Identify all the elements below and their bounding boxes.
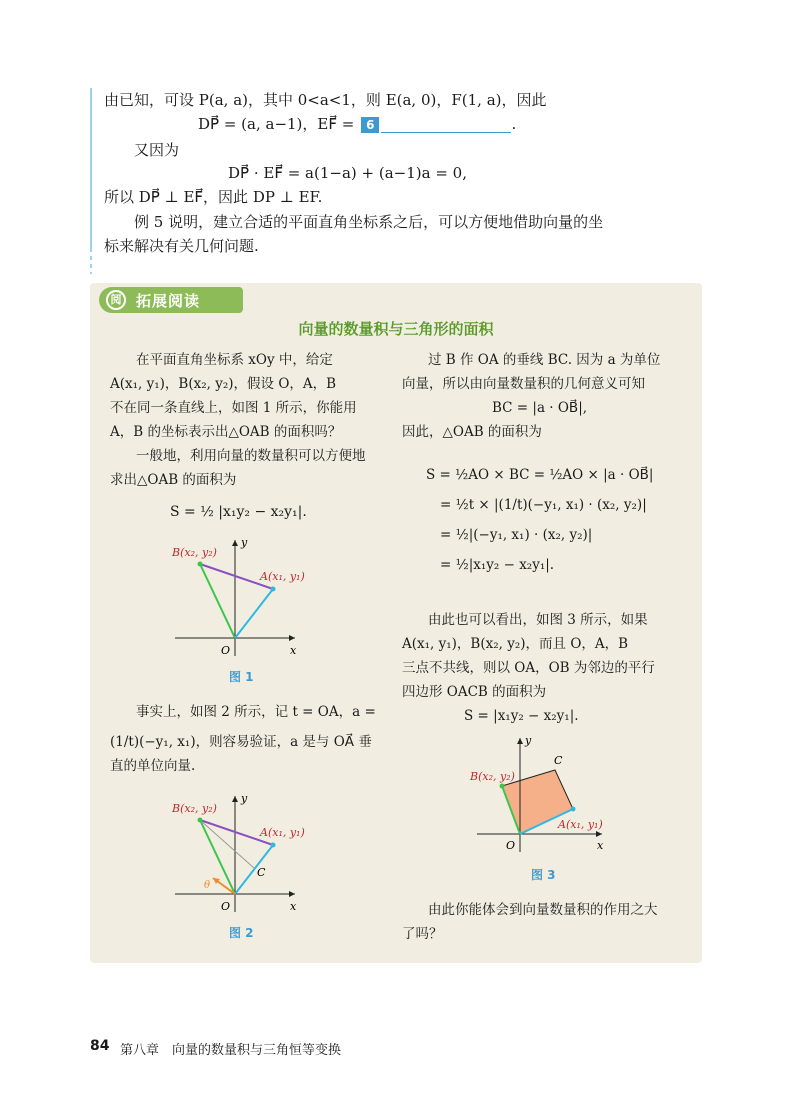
margin-bar	[90, 88, 92, 248]
right-p3-l4: 四边形 OACB 的面积为	[402, 684, 547, 700]
right-eq4: = ½|x₁y₂ − x₂y₁|.	[440, 557, 555, 573]
fig1-x-arrow	[289, 635, 295, 641]
fig2-label-o: O	[221, 900, 231, 913]
tab-label: 拓展阅读	[136, 292, 201, 310]
right-p3-l3: 三点不共线，则以 OA，OB 为邻边的平行	[402, 660, 655, 676]
fig2-x-arrow	[289, 891, 295, 897]
fig3-label-b: B(x₂, y₂)	[470, 770, 515, 783]
right-p1-l2: 向量，所以由向量数量积的几何意义可知	[402, 376, 645, 392]
fig1-label-a: A(x₁, y₁)	[260, 570, 305, 583]
fig2-label-a: A(x₁, y₁)	[260, 826, 305, 839]
box-title: 向量的数量积与三角形的面积	[298, 320, 494, 338]
left-p1-l4: A，B 的坐标表示出△OAB 的面积吗？	[110, 424, 342, 440]
fig2-label-b: B(x₂, y₂)	[172, 802, 217, 815]
fig1-label-y: y	[241, 536, 248, 549]
box-scalloped-edge	[90, 952, 702, 966]
fig1-oa-segment	[235, 589, 273, 638]
right-p3-l2: A(x₁, y₁)，B(x₂, y₂)，而且 O，A，B	[402, 636, 629, 652]
fig2-label-x: x	[290, 900, 297, 913]
left-p1-l3: 不在同一条直线上，如图 1 所示，你能用	[110, 400, 357, 416]
top-line-2: DP⃗ = (a, a−1)，EF⃗ = 6 .	[198, 115, 517, 133]
figure-1-caption: 图 1	[229, 670, 254, 684]
right-bc: BC = |a · OB⃗|,	[492, 400, 588, 416]
fig2-point-b	[198, 818, 203, 823]
fig1-label-x: x	[290, 644, 297, 657]
right-equations	[402, 460, 692, 580]
chapter-title: 第八章 向量的数量积与三角恒等变换	[120, 1043, 342, 1058]
blank-number-badge: 6	[361, 117, 379, 133]
right-p1-l1: 过 B 作 OA 的垂线 BC. 因为 a 为单位	[428, 352, 661, 368]
margin-bar-dashed	[90, 248, 92, 274]
fig3-label-c: C	[554, 754, 563, 767]
figure-1	[160, 532, 310, 662]
formula-2: S = |x₁y₂ − x₂y₁|.	[464, 708, 579, 724]
fig3-point-a	[571, 807, 576, 812]
figure-3	[462, 734, 622, 864]
answer-blank	[381, 118, 511, 133]
left-column-2	[110, 700, 390, 778]
left-p2-l2: 求出△OAB 的面积为	[110, 472, 237, 488]
fig1-label-o: O	[221, 644, 231, 657]
figure-3-caption: 图 3	[531, 868, 556, 882]
left-p1-l1: 在平面直角坐标系 xOy 中，给定	[136, 352, 333, 368]
right-column-3	[402, 898, 692, 946]
top-line-4: DP⃗ · EF⃗ = a(1−a) + (a−1)a = 0,	[228, 164, 467, 182]
fig3-label-y: y	[525, 734, 532, 747]
left-column	[110, 348, 390, 492]
fig1-label-b: B(x₂, y₂)	[172, 546, 217, 559]
fig2-y-arrow	[232, 796, 238, 802]
right-column-2	[402, 608, 692, 728]
fig1-y-arrow	[232, 540, 238, 546]
fig2-label-y: y	[241, 792, 248, 805]
right-p3-l1: 由此也可以看出，如图 3 所示，如果	[428, 612, 648, 628]
fig3-x-arrow	[596, 831, 602, 837]
top-line-5: 所以 DP⃗ ⊥ EF⃗，因此 DP ⊥ EF.	[104, 188, 323, 206]
figure-2	[160, 788, 310, 918]
right-column	[402, 348, 692, 444]
top-line-7: 标来解决有关几何问题.	[104, 237, 259, 255]
top-line-6: 例 5 说明，建立合适的平面直角坐标系之后，可以方便地借助向量的坐	[134, 213, 604, 231]
fig3-point-b	[500, 784, 505, 789]
fig2-oa-segment	[235, 845, 273, 894]
right-eq2: = ½t × |(1/t)(−y₁, x₁) · (x₂, y₂)|	[440, 497, 647, 513]
fig2-label-theta: θ	[204, 880, 211, 891]
fig2-point-a	[271, 843, 276, 848]
fig3-label-a: A(x₁, y₁)	[558, 818, 603, 831]
fig2-label-c: C	[257, 866, 266, 879]
right-eq3: = ½|(−y₁, x₁) · (x₂, y₂)|	[440, 527, 593, 543]
left-p2-l1: 一般地，利用向量的数量积可以方便地	[136, 448, 366, 464]
right-eq1: S = ½AO × BC = ½AO × |a · OB⃗|	[426, 467, 654, 483]
left-p3-l1: 事实上，如图 2 所示，记 t = OA，a =	[136, 704, 376, 720]
left-p1-l2: A(x₁, y₁)，B(x₂, y₂)，假设 O，A，B	[110, 376, 337, 392]
book-icon: 阅	[106, 290, 126, 310]
top-line-3: 又因为	[134, 141, 180, 159]
fig3-label-o: O	[506, 839, 516, 852]
left-p3-l3: 直的单位向量.	[110, 758, 196, 774]
right-p2: 因此，△OAB 的面积为	[402, 424, 542, 440]
fig1-point-b	[198, 562, 203, 567]
right-p4-l1: 由此你能体会到向量数量积的作用之大	[428, 902, 658, 918]
fig3-label-x: x	[597, 839, 604, 852]
top-line-1: 由已知，可设 P(a, a)，其中 0<a<1，则 E(a, 0)，F(1, a)，因此	[104, 91, 547, 109]
figure-2-caption: 图 2	[229, 926, 254, 940]
right-p4-l2: 了吗？	[402, 926, 443, 942]
fig2-bc-segment	[200, 820, 254, 868]
formula-1: S = ½ |x₁y₂ − x₂y₁|.	[170, 504, 307, 520]
left-p3-l2: (1/t)(−y₁, x₁)，则容易验证，a 是与 OA⃗ 垂	[110, 734, 372, 750]
fig3-y-arrow	[517, 738, 523, 744]
fig1-point-a	[271, 587, 276, 592]
page-number: 84	[90, 1038, 110, 1054]
